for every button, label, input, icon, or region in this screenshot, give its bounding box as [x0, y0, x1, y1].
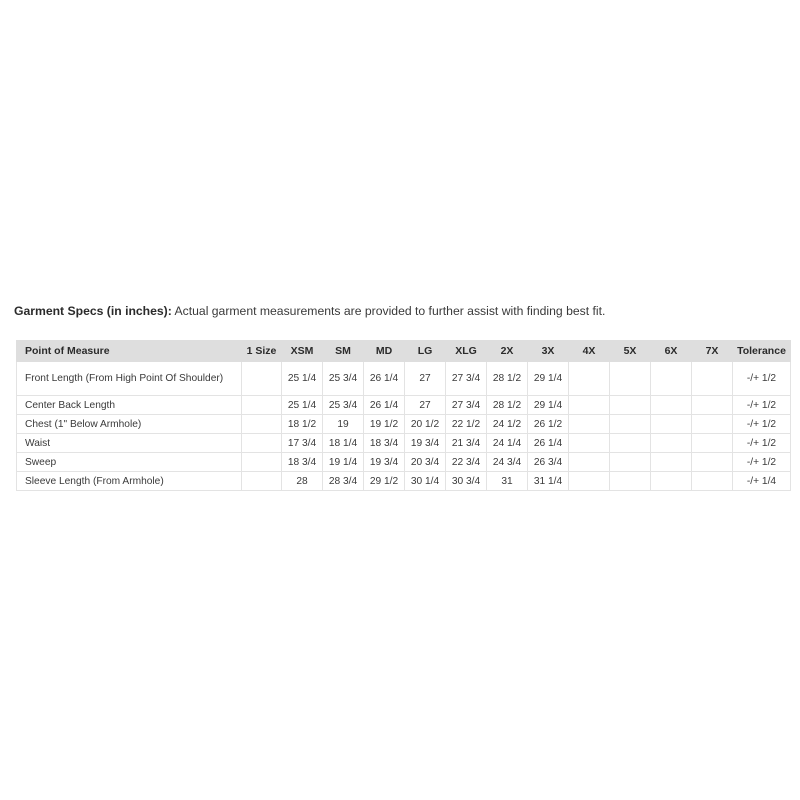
cell: 25 1/4	[282, 396, 323, 415]
cell: 26 1/4	[528, 434, 569, 453]
cell	[610, 472, 651, 491]
cell	[569, 362, 610, 396]
garment-specs-intro	[14, 304, 794, 318]
cell: 18 3/4	[364, 434, 405, 453]
cell	[242, 472, 282, 491]
header-lg: LG	[405, 341, 446, 362]
cell	[651, 396, 692, 415]
cell: 19	[323, 415, 364, 434]
header-4x: 4X	[569, 341, 610, 362]
cell: 28 1/2	[487, 396, 528, 415]
header-sm: SM	[323, 341, 364, 362]
cell	[651, 472, 692, 491]
cell	[569, 434, 610, 453]
table-row	[17, 415, 791, 434]
cell: 20 3/4	[405, 453, 446, 472]
cell	[242, 434, 282, 453]
cell-tolerance: -/+ 1/2	[733, 396, 791, 415]
cell	[569, 396, 610, 415]
header-xsm: XSM	[282, 341, 323, 362]
cell	[610, 415, 651, 434]
row-measure: Chest (1" Below Armhole)	[17, 415, 242, 434]
row-measure: Sleeve Length (From Armhole)	[17, 472, 242, 491]
cell	[692, 362, 733, 396]
cell: 18 1/2	[282, 415, 323, 434]
cell: 17 3/4	[282, 434, 323, 453]
cell	[692, 396, 733, 415]
row-measure: Sweep	[17, 453, 242, 472]
cell: 24 1/2	[487, 415, 528, 434]
header-3x: 3X	[528, 341, 569, 362]
cell: 24 3/4	[487, 453, 528, 472]
header-6x: 6X	[651, 341, 692, 362]
cell	[242, 396, 282, 415]
table-row	[17, 453, 791, 472]
cell: 29 1/4	[528, 396, 569, 415]
garment-specs-table	[16, 340, 791, 491]
cell-tolerance: -/+ 1/2	[733, 362, 791, 396]
cell: 18 1/4	[323, 434, 364, 453]
cell	[610, 453, 651, 472]
cell: 19 3/4	[405, 434, 446, 453]
cell: 28 3/4	[323, 472, 364, 491]
cell: 25 3/4	[323, 362, 364, 396]
table-header-row	[17, 341, 791, 362]
header-7x: 7X	[692, 341, 733, 362]
cell	[692, 415, 733, 434]
cell: 26 1/2	[528, 415, 569, 434]
cell: 28 1/2	[487, 362, 528, 396]
cell-tolerance: -/+ 1/2	[733, 453, 791, 472]
cell	[651, 434, 692, 453]
cell: 24 1/4	[487, 434, 528, 453]
cell: 18 3/4	[282, 453, 323, 472]
cell	[569, 453, 610, 472]
cell-tolerance: -/+ 1/2	[733, 434, 791, 453]
table-row	[17, 472, 791, 491]
cell	[610, 396, 651, 415]
cell: 30 3/4	[446, 472, 487, 491]
header-5x: 5X	[610, 341, 651, 362]
cell: 27	[405, 362, 446, 396]
header-point-of-measure: Point of Measure	[17, 341, 242, 362]
cell	[610, 362, 651, 396]
cell: 27 3/4	[446, 396, 487, 415]
cell: 31 1/4	[528, 472, 569, 491]
cell	[692, 472, 733, 491]
row-measure: Waist	[17, 434, 242, 453]
table-row	[17, 362, 791, 396]
cell	[692, 453, 733, 472]
cell	[569, 415, 610, 434]
cell: 26 1/4	[364, 362, 405, 396]
cell	[569, 472, 610, 491]
cell	[242, 453, 282, 472]
cell-tolerance: -/+ 1/2	[733, 415, 791, 434]
table-row	[17, 396, 791, 415]
table-row	[17, 434, 791, 453]
header-2x: 2X	[487, 341, 528, 362]
cell	[610, 434, 651, 453]
cell: 28	[282, 472, 323, 491]
cell	[651, 453, 692, 472]
cell: 19 1/4	[323, 453, 364, 472]
cell: 19 3/4	[364, 453, 405, 472]
header-tolerance: Tolerance	[733, 341, 791, 362]
cell: 27 3/4	[446, 362, 487, 396]
cell-tolerance: -/+ 1/4	[733, 472, 791, 491]
cell	[242, 362, 282, 396]
cell: 20 1/2	[405, 415, 446, 434]
cell	[651, 415, 692, 434]
cell: 26 1/4	[364, 396, 405, 415]
cell: 31	[487, 472, 528, 491]
row-measure: Front Length (From High Point Of Shoulder)	[17, 362, 242, 396]
cell: 22 1/2	[446, 415, 487, 434]
cell: 29 1/4	[528, 362, 569, 396]
cell: 27	[405, 396, 446, 415]
cell: 25 1/4	[282, 362, 323, 396]
row-measure: Center Back Length	[17, 396, 242, 415]
header-md: MD	[364, 341, 405, 362]
cell: 29 1/2	[364, 472, 405, 491]
intro-text: Actual garment measurements are provided to further assist with finding best fit.	[171, 304, 606, 318]
cell: 25 3/4	[323, 396, 364, 415]
header-1-size: 1 Size	[242, 341, 282, 362]
cell	[692, 434, 733, 453]
cell	[242, 415, 282, 434]
cell: 30 1/4	[405, 472, 446, 491]
header-xlg: XLG	[446, 341, 487, 362]
intro-label: Garment Specs (in inches):	[14, 304, 172, 318]
cell: 21 3/4	[446, 434, 487, 453]
cell: 22 3/4	[446, 453, 487, 472]
cell: 19 1/2	[364, 415, 405, 434]
cell: 26 3/4	[528, 453, 569, 472]
cell	[651, 362, 692, 396]
